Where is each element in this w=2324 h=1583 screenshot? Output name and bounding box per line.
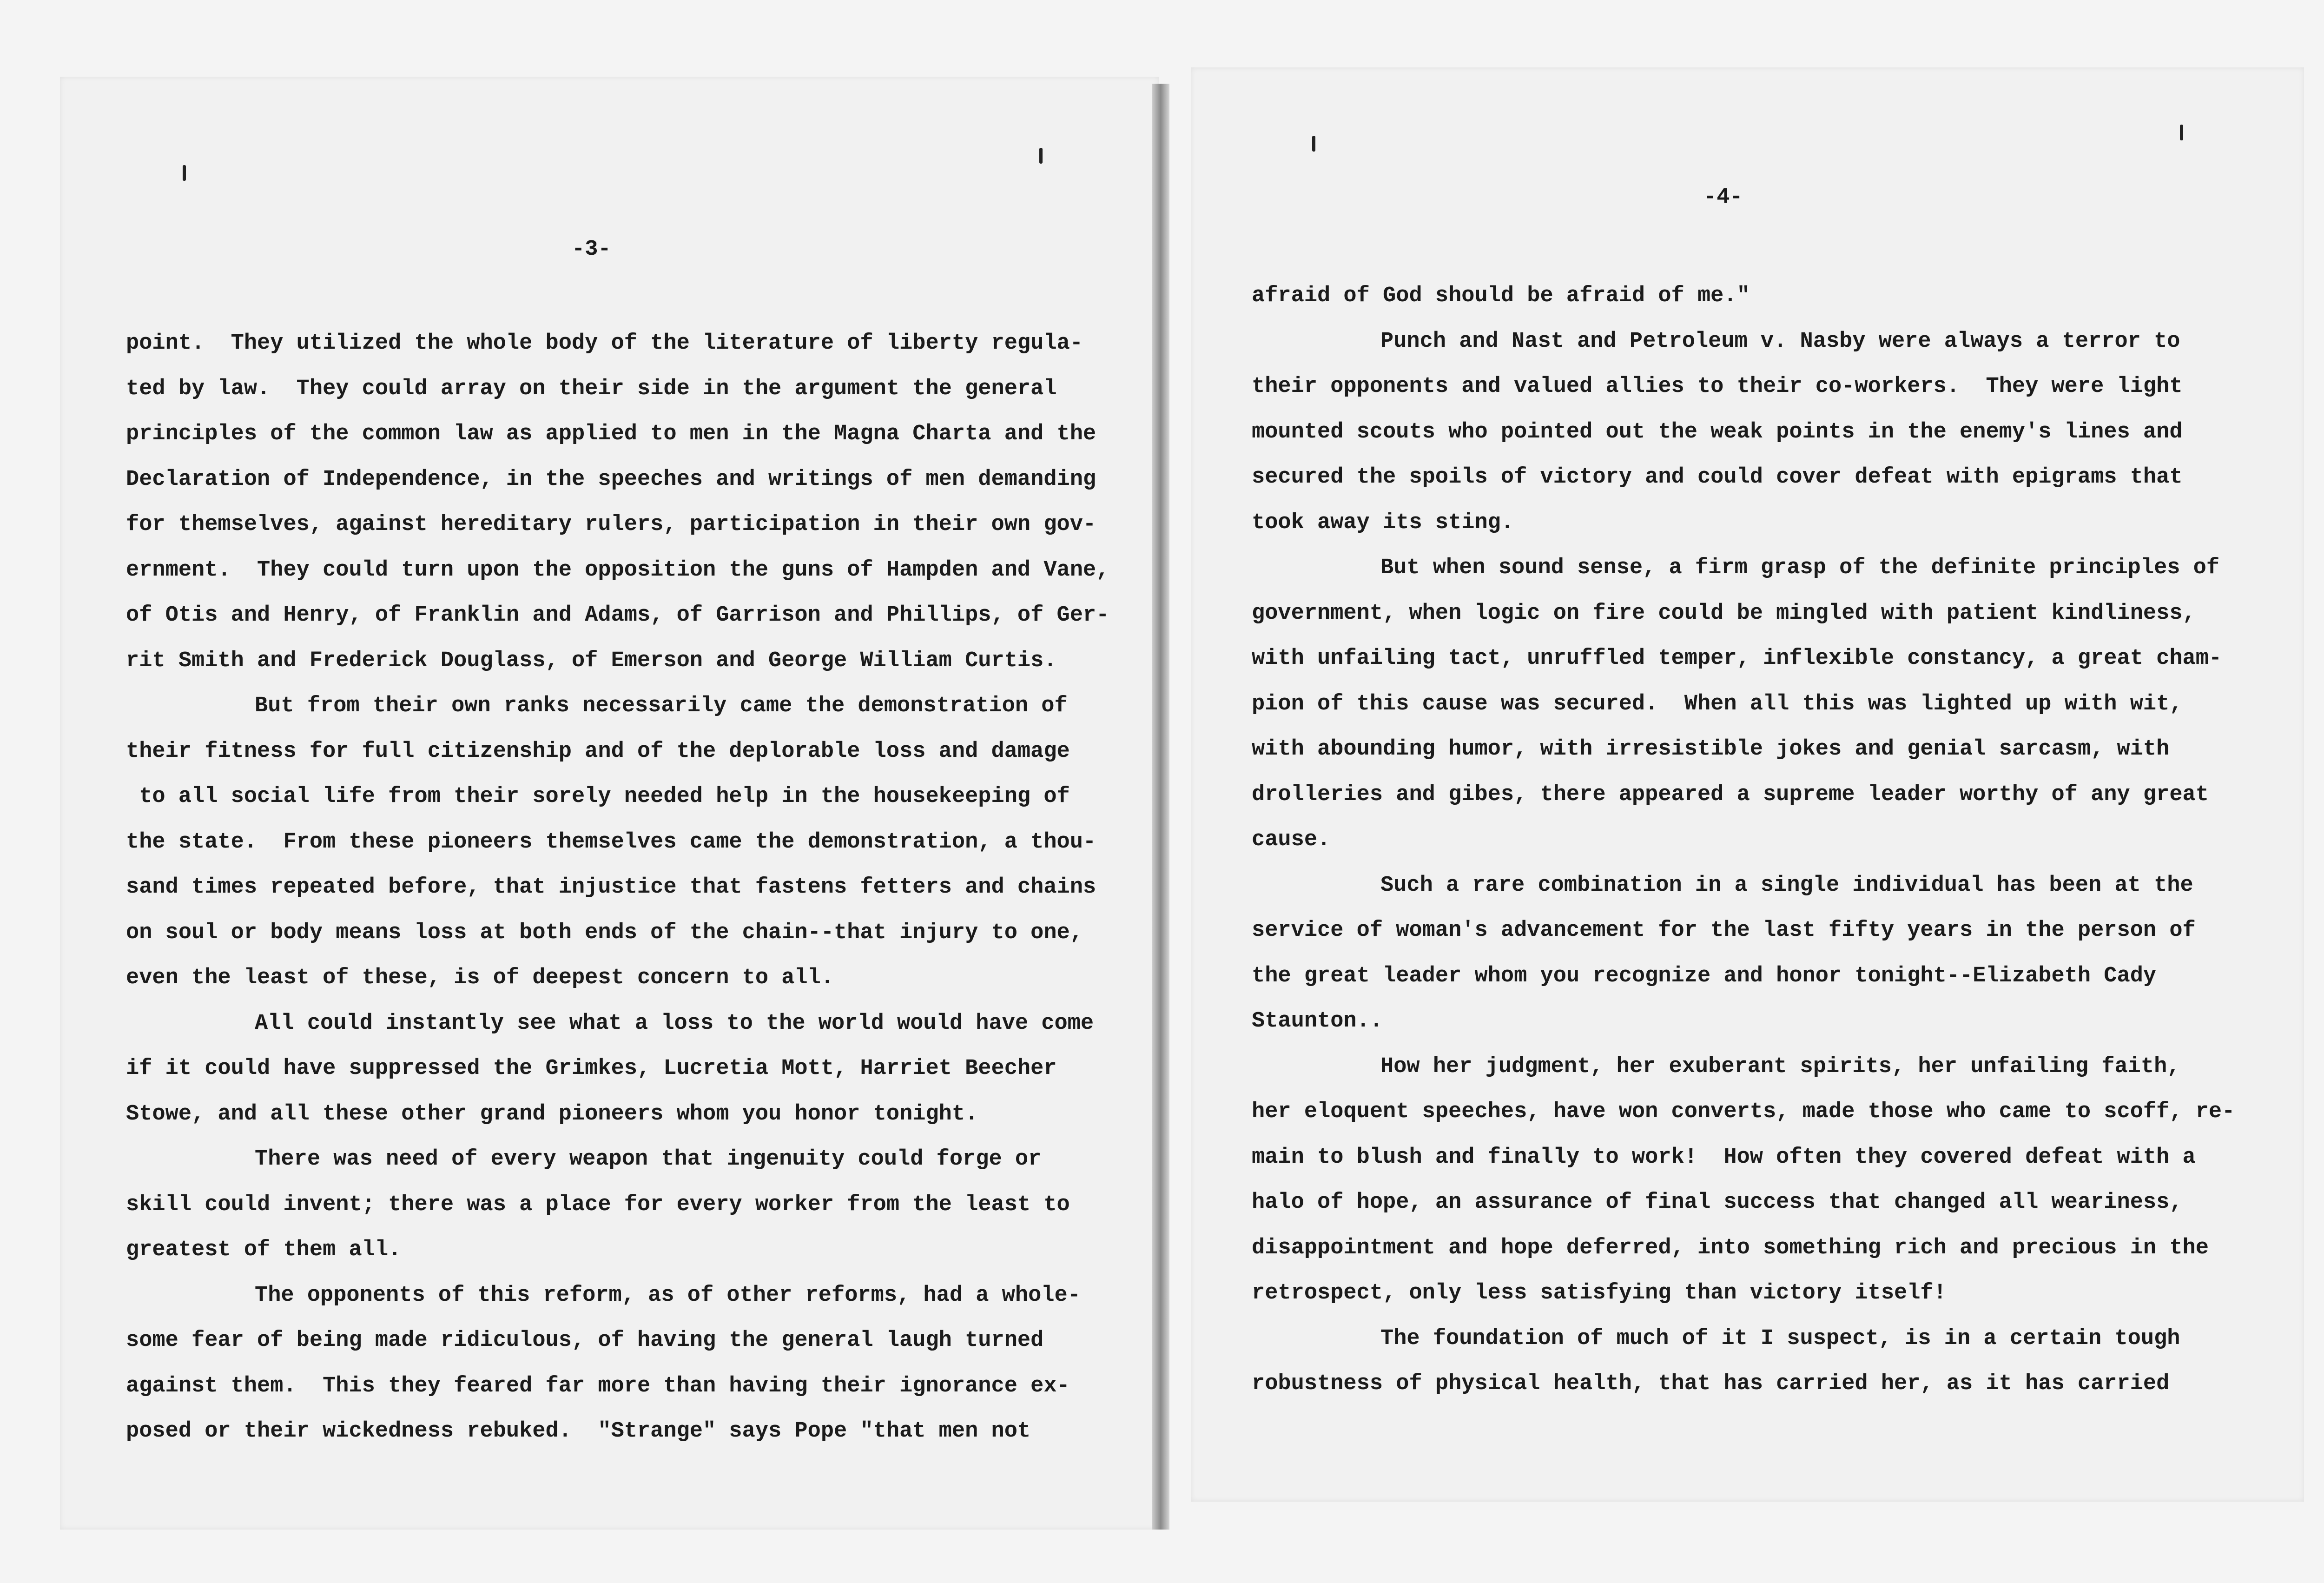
page-number-left: -3- (572, 237, 611, 262)
text-line: rit Smith and Frederick Douglass, of Emerson and George William Curtis. (126, 648, 1057, 673)
text-line: secured the spoils of victory and could cover defeat with epigrams that (1252, 465, 2183, 490)
text-line: ted by law. They could array on their side in the argument the general (126, 376, 1057, 401)
text-line: Stowe, and all these other grand pioneers whom you honor tonight. (126, 1101, 978, 1126)
text-line: main to blush and finally to work! How often they covered defeat with a (1252, 1145, 2196, 1170)
text-line: with abounding humor, with irresistible jokes and genial sarcasm, with (1252, 737, 2170, 762)
text-line: skill could invent; there was a place for every worker from the least to (126, 1192, 1070, 1217)
text-line: Punch and Nast and Petroleum v. Nasby were always a terror to (1380, 329, 2180, 354)
text-line: pion of this cause was secured. When all this was lighted up with wit, (1252, 691, 2183, 716)
text-line: mounted scouts who pointed out the weak points in the enemy's lines and (1252, 419, 2183, 444)
text-line: point. They utilized the whole body of the literature of liberty regula- (126, 331, 1083, 356)
right-page-body (1252, 273, 2235, 1407)
text-line: sand times repeated before, that injustice that fastens fetters and chains (126, 875, 1096, 900)
text-line: retrospect, only less satisfying than victory itself! (1252, 1281, 1947, 1305)
text-line: their fitness for full citizenship and of the deplorable loss and damage (126, 739, 1070, 764)
punch-mark (183, 165, 186, 181)
text-line: The foundation of much of it I suspect, is in a certain tough (1380, 1326, 2180, 1351)
text-line: How her judgment, her exuberant spirits, her unfailing faith, (1380, 1054, 2180, 1079)
text-line: of Otis and Henry, of Franklin and Adams, of Garrison and Phillips, of Ger- (126, 603, 1109, 628)
text-line: There was need of every weapon that ingenuity could forge or (255, 1147, 1042, 1172)
text-line: government, when logic on fire could be mingled with patient kindliness, (1252, 601, 2196, 626)
text-line: the great leader whom you recognize and honor tonight--Elizabeth Cady (1252, 963, 2157, 988)
text-line: ernment. They could turn upon the opposition the guns of Hampden and Vane, (126, 557, 1109, 583)
punch-mark (1039, 148, 1043, 164)
text-line: Staunton.. (1252, 1009, 1383, 1033)
text-line: if it could have suppressed the Grimkes, Lucretia Mott, Harriet Beecher (126, 1056, 1057, 1081)
text-line: principles of the common law as applied to men in the Magna Charta and the (126, 422, 1096, 446)
text-line: Declaration of Independence, in the speeches and writings of men demanding (126, 467, 1096, 492)
text-line: cause. (1252, 828, 1331, 852)
punch-mark (2180, 125, 2183, 140)
text-line: greatest of them all. (126, 1238, 402, 1262)
text-line: on soul or body means loss at both ends of the chain--that injury to one, (126, 920, 1083, 945)
page-gutter (1152, 84, 1169, 1530)
text-line: All could instantly see what a loss to the world would have come (255, 1011, 1094, 1036)
text-line: to all social life from their sorely needed help in the housekeeping of (126, 784, 1070, 809)
text-line: some fear of being made ridiculous, of having the general laugh turned (126, 1328, 1044, 1353)
text-line: afraid of God should be afraid of me." (1252, 284, 1750, 308)
left-page-body (126, 321, 1109, 1454)
text-line: But from their own ranks necessarily came the demonstration of (255, 694, 1068, 718)
text-line: drolleries and gibes, there appeared a supreme leader worthy of any great (1252, 782, 2209, 807)
text-line: Such a rare combination in a single individual has been at the (1380, 873, 2193, 898)
text-line: robustness of physical health, that has carried her, as it has carried (1252, 1371, 2170, 1396)
text-line: her eloquent speeches, have won converts, made those who came to scoff, re- (1252, 1099, 2235, 1124)
text-line: posed or their wickedness rebuked. "Strange" says Pope "that men not (126, 1419, 1031, 1444)
text-line: the state. From these pioneers themselves came the demonstration, a thou- (126, 829, 1096, 854)
text-line: even the least of these, is of deepest concern to all. (126, 966, 834, 990)
text-line: But when sound sense, a firm grasp of the definite principles of (1380, 556, 2220, 580)
text-line: with unfailing tact, unruffled temper, inflexible constancy, a great cham- (1252, 646, 2222, 671)
text-line: service of woman's advancement for the last fifty years in the person of (1252, 918, 2196, 943)
page-number-right: -4- (1703, 185, 1743, 210)
text-line: halo of hope, an assurance of final success that changed all weariness, (1252, 1190, 2183, 1215)
text-line: took away its sting. (1252, 510, 1514, 535)
text-line: disappointment and hope deferred, into something rich and precious in the (1252, 1235, 2209, 1260)
text-line: The opponents of this reform, as of other reforms, had a whole- (255, 1283, 1081, 1308)
text-line: against them. This they feared far more than having their ignorance ex- (126, 1373, 1070, 1398)
punch-mark (1312, 136, 1315, 152)
text-line: their opponents and valued allies to their co-workers. They were light (1252, 374, 2183, 399)
text-line: for themselves, against hereditary rulers, participation in their own gov- (126, 512, 1096, 537)
